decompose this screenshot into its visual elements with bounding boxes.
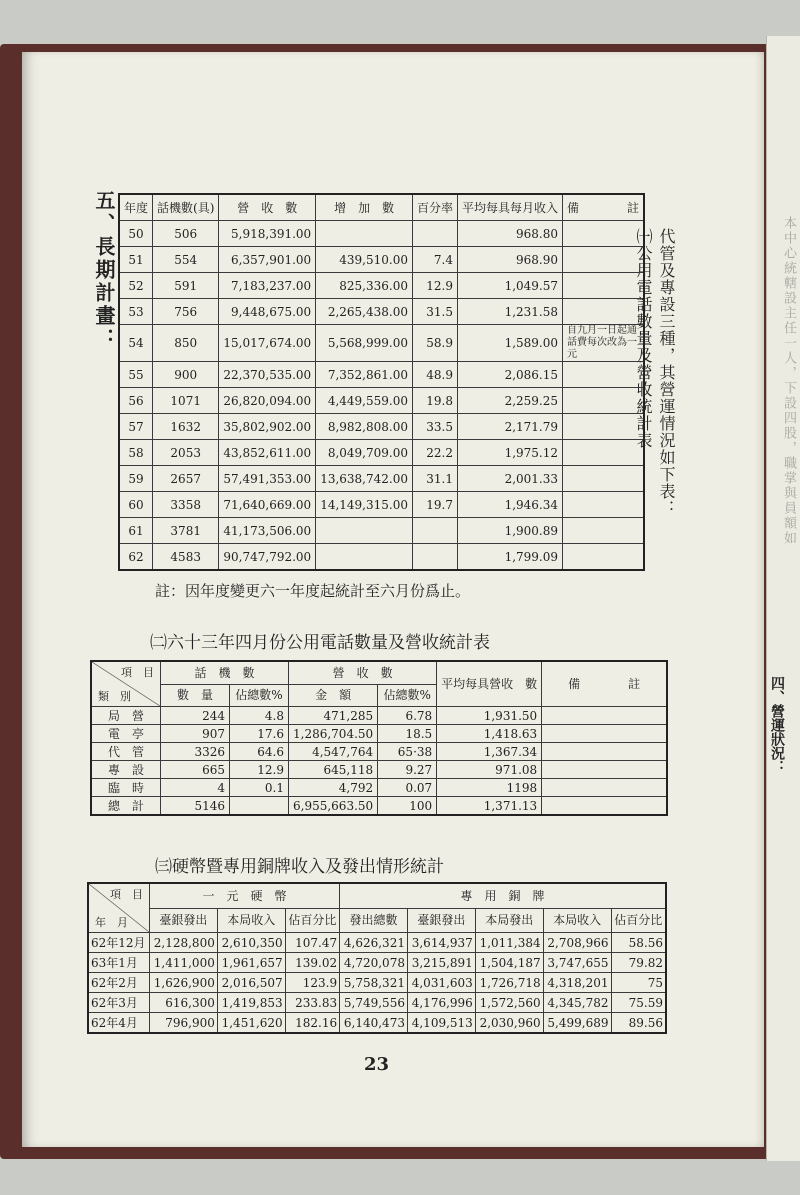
table-row	[88, 933, 666, 953]
section-heading: 五、長期計畫：	[92, 190, 116, 351]
table-cell: 4,318,201	[543, 973, 611, 993]
table-cell: 9.27	[378, 761, 437, 779]
table-cell: 53	[119, 299, 153, 325]
table-cell: 2,610,350	[217, 933, 285, 953]
table-cell: 8,049,709.00	[316, 440, 413, 466]
table-cell: 3358	[153, 492, 219, 518]
table-cell: 5,568,999.00	[316, 325, 413, 362]
table-cell	[563, 388, 645, 414]
table-cell: 2,708,966	[543, 933, 611, 953]
table-cell: 54	[119, 325, 153, 362]
table-cell: 4,720,078	[340, 953, 408, 973]
table-cell: 3,614,937	[407, 933, 475, 953]
sub-header: 佔總數%	[378, 684, 437, 706]
table-row	[119, 362, 644, 388]
table-cell: 1,049.57	[458, 273, 563, 299]
corner-bottom-label: 類 別	[98, 690, 131, 703]
table-row	[91, 707, 667, 725]
remarks-cell	[542, 725, 667, 743]
remarks-cell	[542, 779, 667, 797]
table-cell: 2,030,960	[475, 1013, 543, 1034]
table-cell: 4.8	[230, 707, 289, 725]
table-cell: 5,918,391.00	[219, 221, 316, 247]
table-cell: 3781	[153, 518, 219, 544]
table-cell: 1,589.00	[458, 325, 563, 362]
corner-top-label: 項 目	[121, 666, 154, 679]
table-cell: 0.07	[378, 779, 437, 797]
table-cell: 825,336.00	[316, 273, 413, 299]
table-cell: 64.6	[230, 743, 289, 761]
table-cell: 1,931.50	[437, 707, 542, 725]
table-cell: 4,792	[289, 779, 378, 797]
table-cell: 2,171.79	[458, 414, 563, 440]
table-cell	[563, 362, 645, 388]
table-cell: 22,370,535.00	[219, 362, 316, 388]
table-cell: 1,799.09	[458, 544, 563, 571]
col-header: 百分率	[412, 194, 457, 221]
table-cell: 58.9	[412, 325, 457, 362]
table-cell: 1198	[437, 779, 542, 797]
table-row	[91, 725, 667, 743]
table-row	[88, 993, 666, 1013]
table-cell: 總 計	[91, 797, 161, 816]
table-row	[119, 440, 644, 466]
table-row	[91, 743, 667, 761]
table-cell: 3326	[161, 743, 230, 761]
table-cell: 43,852,611.00	[219, 440, 316, 466]
group-header: 平均每具營收 數	[437, 661, 542, 707]
table-cell: 1,975.12	[458, 440, 563, 466]
table-public-phone-stats	[118, 193, 645, 571]
table-cell: 5,749,556	[340, 993, 408, 1013]
table-cell	[563, 492, 645, 518]
table-row	[119, 325, 644, 362]
sub-header: 佔總數%	[230, 684, 289, 706]
table-cell: 79.82	[611, 953, 666, 973]
table-cell: 1,231.58	[458, 299, 563, 325]
table-cell: 35,802,902.00	[219, 414, 316, 440]
table-cell: 5146	[161, 797, 230, 816]
table-cell: 4,626,321	[340, 933, 408, 953]
table-cell: 15,017,674.00	[219, 325, 316, 362]
table-row	[119, 247, 644, 273]
table-cell: 75.59	[611, 993, 666, 1013]
table-cell: 60	[119, 492, 153, 518]
table-cell: 471,285	[289, 707, 378, 725]
table-cell: 4,176,996	[407, 993, 475, 1013]
sub-header: 發出總數	[340, 908, 408, 932]
table1-note: 註：因年度變更六一年度起統計至六月份爲止。	[155, 582, 471, 600]
table-row	[119, 414, 644, 440]
sub-header: 金 額	[289, 684, 378, 706]
table-cell	[563, 247, 645, 273]
table-cell	[563, 466, 645, 492]
table-april-phone-stats	[90, 660, 668, 816]
sub-header: 臺銀發出	[407, 908, 475, 932]
corner-top-label: 項 目	[110, 888, 143, 901]
table-cell: 4,449,559.00	[316, 388, 413, 414]
table-cell: 58	[119, 440, 153, 466]
table-cell: 19.7	[412, 492, 457, 518]
table-cell	[316, 544, 413, 571]
table-cell: 2,001.33	[458, 466, 563, 492]
table-cell: 71,640,669.00	[219, 492, 316, 518]
table-cell: 14,149,315.00	[316, 492, 413, 518]
table-cell: 9,448,675.00	[219, 299, 316, 325]
table-cell: 6,955,663.50	[289, 797, 378, 816]
table-cell: 100	[378, 797, 437, 816]
table-cell: 51	[119, 247, 153, 273]
col-header: 備 註	[563, 194, 645, 221]
table-row	[91, 797, 667, 816]
remarks-cell	[542, 707, 667, 725]
table-cell	[563, 414, 645, 440]
table-cell: 107.47	[285, 933, 339, 953]
sub-header: 臺銀發出	[150, 908, 218, 932]
table-cell: 3,215,891	[407, 953, 475, 973]
table-row	[88, 973, 666, 993]
col-header: 平均每具每月收入	[458, 194, 563, 221]
table-cell: 7,352,861.00	[316, 362, 413, 388]
table-row	[119, 466, 644, 492]
sub-header: 佔百分比	[285, 908, 339, 932]
group-header: 話 機 數	[161, 661, 289, 684]
col-header: 年度	[119, 194, 153, 221]
table-cell	[563, 273, 645, 299]
sub-header: 佔百分比	[611, 908, 666, 932]
table-cell: 850	[153, 325, 219, 362]
next-page-edge	[766, 36, 800, 1161]
group-header: 一 元 硬 幣	[150, 883, 340, 908]
table-cell: 59	[119, 466, 153, 492]
table-cell: 62年3月	[88, 993, 150, 1013]
group-header: 營 收 數	[289, 661, 437, 684]
table-cell: 19.8	[412, 388, 457, 414]
table-cell: 33.5	[412, 414, 457, 440]
table-cell: 591	[153, 273, 219, 299]
table-row	[119, 299, 644, 325]
table-cell: 1,504,187	[475, 953, 543, 973]
table-cell: 1,011,384	[475, 933, 543, 953]
table-cell: 233.83	[285, 993, 339, 1013]
table-cell: 13,638,742.00	[316, 466, 413, 492]
table-row	[119, 273, 644, 299]
table-cell: 1,900.89	[458, 518, 563, 544]
table-cell: 75	[611, 973, 666, 993]
table-cell: 554	[153, 247, 219, 273]
table-cell	[563, 544, 645, 571]
table-cell: 645,118	[289, 761, 378, 779]
table-cell: 3,747,655	[543, 953, 611, 973]
table-cell: 26,820,094.00	[219, 388, 316, 414]
table-cell: 1632	[153, 414, 219, 440]
table-row	[119, 492, 644, 518]
table-cell: 1,626,900	[150, 973, 218, 993]
table-cell: 5,758,321	[340, 973, 408, 993]
table-cell: 796,900	[150, 1013, 218, 1034]
table-cell: 2053	[153, 440, 219, 466]
table-cell: 17.6	[230, 725, 289, 743]
next-page-text: 本中心統轄設主任一人，下設四股，職掌與員額如	[781, 216, 796, 546]
table-cell: 局 營	[91, 707, 161, 725]
table-cell: 62年2月	[88, 973, 150, 993]
table-cell: 1,418.63	[437, 725, 542, 743]
corner-cell	[88, 883, 150, 933]
table-cell: 439,510.00	[316, 247, 413, 273]
table-cell: 62年4月	[88, 1013, 150, 1034]
table-cell	[316, 221, 413, 247]
table-cell: 616,300	[150, 993, 218, 1013]
table-cell	[316, 518, 413, 544]
col-header: 增 加 數	[316, 194, 413, 221]
table-row	[119, 388, 644, 414]
table-cell: 52	[119, 273, 153, 299]
table-cell: 90,747,792.00	[219, 544, 316, 571]
table-cell: 971.08	[437, 761, 542, 779]
table-cell: 4,345,782	[543, 993, 611, 1013]
remarks-cell	[542, 743, 667, 761]
table-cell: 1,961,657	[217, 953, 285, 973]
table-cell: 123.9	[285, 973, 339, 993]
col-header: 營 收 數	[219, 194, 316, 221]
next-page-heading: 四、營運狀況：	[769, 676, 785, 774]
table-cell: 57,491,353.00	[219, 466, 316, 492]
table-row	[119, 544, 644, 571]
intro-text: 代管及專設三種，其營運情況如下表：	[657, 228, 676, 517]
remarks-cell	[542, 797, 667, 816]
table-cell	[563, 440, 645, 466]
table-cell: 56	[119, 388, 153, 414]
table-cell: 62	[119, 544, 153, 571]
table-cell: 2,086.15	[458, 362, 563, 388]
table-cell: 506	[153, 221, 219, 247]
table-cell: 4583	[153, 544, 219, 571]
table-cell: 2,016,507	[217, 973, 285, 993]
table-cell: 1,946.34	[458, 492, 563, 518]
table-row	[119, 518, 644, 544]
sub-header: 本局收入	[543, 908, 611, 932]
table-cell: 0.1	[230, 779, 289, 797]
table-coin-token-stats	[87, 882, 667, 1034]
table-cell: 代 管	[91, 743, 161, 761]
table-cell: 968.90	[458, 247, 563, 273]
table-row	[119, 221, 644, 247]
table-cell: 4,031,603	[407, 973, 475, 993]
sub-header: 本局發出	[475, 908, 543, 932]
table-cell: 18.5	[378, 725, 437, 743]
table-cell: 1,286,704.50	[289, 725, 378, 743]
corner-cell	[91, 661, 161, 707]
table-cell	[412, 221, 457, 247]
table-cell: 電 亭	[91, 725, 161, 743]
table1-title: ㈠公用電話數量及營收統計表	[634, 228, 653, 449]
table-cell: 61	[119, 518, 153, 544]
table-cell: 1,451,620	[217, 1013, 285, 1034]
table-cell: 1,726,718	[475, 973, 543, 993]
table-cell: 1,411,000	[150, 953, 218, 973]
table-cell: 專 設	[91, 761, 161, 779]
table-cell: 12.9	[412, 273, 457, 299]
table-cell: 139.02	[285, 953, 339, 973]
table-cell: 900	[153, 362, 219, 388]
table-cell: 8,982,808.00	[316, 414, 413, 440]
table-cell	[230, 797, 289, 816]
table-cell: 6,140,473	[340, 1013, 408, 1034]
sub-header: 本局收入	[217, 908, 285, 932]
table-cell: 7,183,237.00	[219, 273, 316, 299]
table-cell: 6,357,901.00	[219, 247, 316, 273]
table-cell: 自九月一日起通話費每次改為一元	[563, 325, 645, 362]
table-cell	[563, 518, 645, 544]
table-cell: 2,259.25	[458, 388, 563, 414]
table-cell: 31.1	[412, 466, 457, 492]
table-cell: 2,128,800	[150, 933, 218, 953]
table-cell: 2657	[153, 466, 219, 492]
table-cell: 244	[161, 707, 230, 725]
table-cell: 1,419,853	[217, 993, 285, 1013]
table-cell: 4	[161, 779, 230, 797]
table-row	[88, 1013, 666, 1034]
table-cell: 907	[161, 725, 230, 743]
table-row	[88, 953, 666, 973]
table-cell: 62年12月	[88, 933, 150, 953]
table-cell: 1,367.34	[437, 743, 542, 761]
remarks-cell	[542, 761, 667, 779]
col-header: 話機數(具)	[153, 194, 219, 221]
table-cell: 1071	[153, 388, 219, 414]
table-cell: 1,371.13	[437, 797, 542, 816]
table-cell: 55	[119, 362, 153, 388]
table-cell: 5,499,689	[543, 1013, 611, 1034]
table3-title: ㈢硬幣暨專用銅牌收入及發出情形統計	[155, 857, 444, 877]
table-row	[91, 761, 667, 779]
table-cell: 182.16	[285, 1013, 339, 1034]
table-cell: 6.78	[378, 707, 437, 725]
table-cell: 4,109,513	[407, 1013, 475, 1034]
table-cell: 31.5	[412, 299, 457, 325]
page-number: 23	[364, 1054, 390, 1075]
table-cell: 665	[161, 761, 230, 779]
table-cell: 41,173,506.00	[219, 518, 316, 544]
corner-bottom-label: 年 月	[95, 916, 128, 929]
table-cell: 50	[119, 221, 153, 247]
table-row	[91, 779, 667, 797]
table-cell	[412, 544, 457, 571]
table-cell	[563, 299, 645, 325]
table-cell: 22.2	[412, 440, 457, 466]
table-cell	[563, 221, 645, 247]
table-cell: 89.56	[611, 1013, 666, 1034]
table-cell: 7.4	[412, 247, 457, 273]
table-cell: 12.9	[230, 761, 289, 779]
table-cell: 48.9	[412, 362, 457, 388]
table-cell: 臨 時	[91, 779, 161, 797]
table-cell: 63年1月	[88, 953, 150, 973]
table-cell: 2,265,438.00	[316, 299, 413, 325]
table-cell: 65·38	[378, 743, 437, 761]
table-cell: 1,572,560	[475, 993, 543, 1013]
table2-title: ㈡六十三年四月份公用電話數量及營收統計表	[150, 633, 490, 653]
table-cell: 968.80	[458, 221, 563, 247]
table-cell: 756	[153, 299, 219, 325]
sub-header: 數 量	[161, 684, 230, 706]
table-cell: 4,547,764	[289, 743, 378, 761]
group-header: 備 註	[542, 661, 667, 707]
table-cell	[412, 518, 457, 544]
group-header: 專 用 銅 牌	[340, 883, 666, 908]
table-cell: 57	[119, 414, 153, 440]
table-cell: 58.56	[611, 933, 666, 953]
